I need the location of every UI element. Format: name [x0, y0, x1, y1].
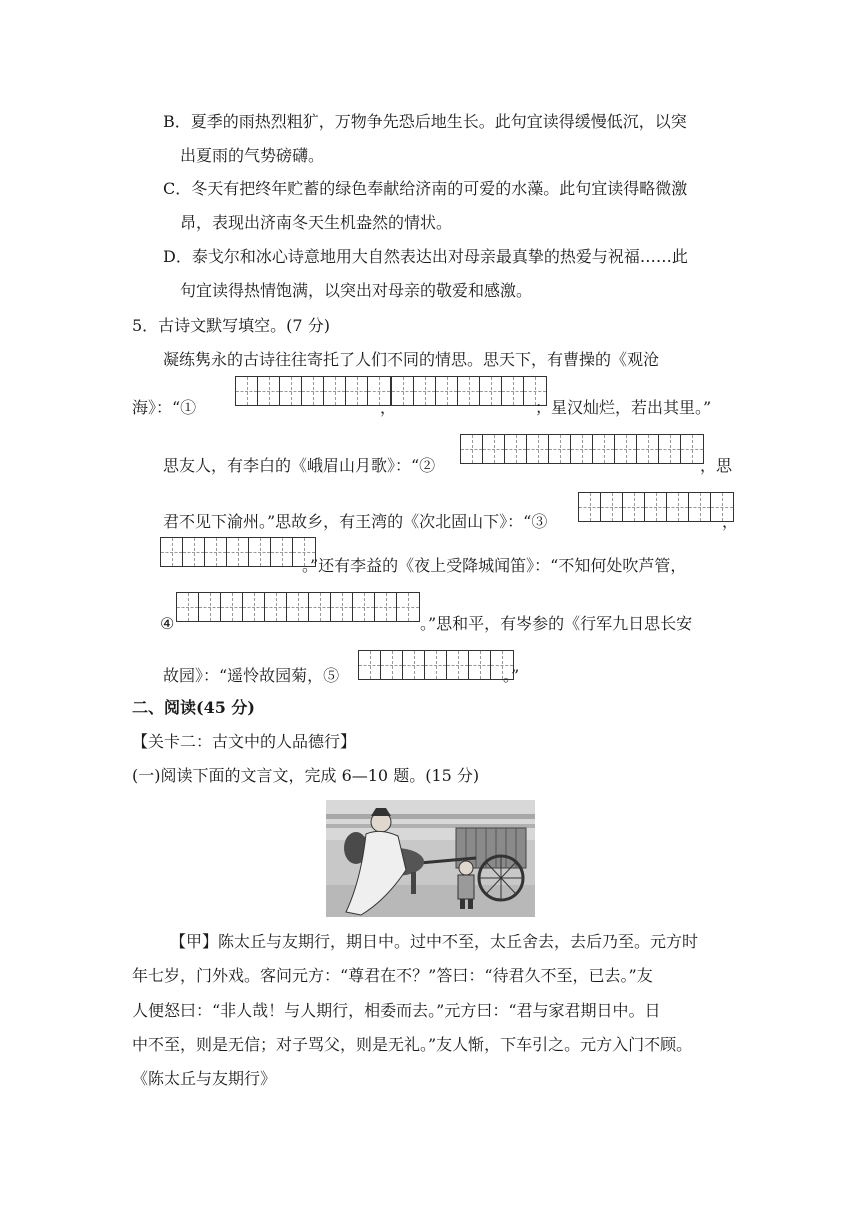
- answer-box-4[interactable]: [176, 592, 420, 622]
- q5-line3-start: 思友人，有李白的《峨眉山月歌》：“②: [163, 456, 436, 475]
- question-5-title: 5．古诗文默写填空。(7 分): [132, 316, 330, 335]
- q5-line7-start: 故园》：“遥怜故园菊，⑤: [163, 666, 340, 685]
- q5-line4-start: 君不见下渝州。”思故乡，有王湾的《次北固山下》：“③: [163, 512, 548, 531]
- section-2-title: 二、阅读(45 分): [132, 698, 255, 717]
- illustration: [326, 800, 535, 917]
- illustration-svg: [326, 800, 535, 917]
- option-b-line2: 出夏雨的气势磅礴。: [180, 146, 325, 165]
- passage-line3: 人便怒曰：“非人哉！与人期行，相委而去。”元方曰：“君与家君期日中。日: [132, 1001, 661, 1020]
- q5-line6-start: ④: [160, 614, 175, 633]
- answer-box-5[interactable]: [358, 650, 514, 680]
- answer-box-3b[interactable]: [160, 537, 316, 567]
- option-b-line1: B．夏季的雨热烈粗犷，万物争先恐后地生长。此句宜读得缓慢低沉，以突: [163, 112, 687, 131]
- passage-line4: 中不至，则是无信；对子骂父，则是无礼。”友人惭，下车引之。元方入门不顾。: [132, 1035, 693, 1054]
- q5-line2-comma: ，: [380, 398, 397, 417]
- q5-line6-end: 。”思和平，有岑参的《行军九日思长安: [420, 614, 693, 633]
- answer-box-1b[interactable]: [391, 376, 547, 406]
- q5-line4-comma: ，: [722, 512, 739, 531]
- passage-line1: 【甲】陈太丘与友期行，期日中。过中不至，太丘舍去，去后乃至。元方时: [170, 932, 699, 951]
- gate-heading: 【关卡二：古文中的人品德行】: [132, 732, 357, 751]
- q5-line2-end: ；星汉灿烂，若出其里。”: [535, 398, 712, 417]
- reading-instruction: (一)阅读下面的文言文，完成 6—10 题。(15 分): [132, 766, 480, 785]
- q5-line5: 。”还有李益的《夜上受降城闻笛》：“不知何处吹芦管，: [302, 556, 687, 575]
- passage-source: 《陈太丘与友期行》: [132, 1069, 277, 1088]
- q5-line2-start: 海》：“①: [132, 398, 197, 417]
- option-d-line2: 句宜读得热情饱满，以突出对母亲的敬爱和感激。: [180, 281, 533, 300]
- passage-line2: 年七岁，门外戏。客问元方：“尊君在不？”答曰：“待君久不至，已去。”友: [132, 966, 653, 985]
- option-c-line1: C．冬天有把终年贮蓄的绿色奉献给济南的可爱的水藻。此句宜读得略微激: [163, 179, 688, 198]
- answer-box-1a[interactable]: [235, 376, 391, 406]
- answer-box-2[interactable]: [460, 434, 704, 464]
- q5-line1: 凝练隽永的古诗往往寄托了人们不同的情思。思天下，有曹操的《观沧: [163, 350, 660, 369]
- option-c-line2: 昂，表现出济南冬天生机盎然的情状。: [180, 213, 453, 232]
- q5-line7-end: 。”: [503, 666, 520, 685]
- q5-line3-end: ，思: [700, 456, 733, 475]
- option-d-line1: D．泰戈尔和冰心诗意地用大自然表达出对母亲最真挚的热爱与祝福……此: [163, 247, 688, 266]
- answer-box-3a[interactable]: [578, 492, 734, 522]
